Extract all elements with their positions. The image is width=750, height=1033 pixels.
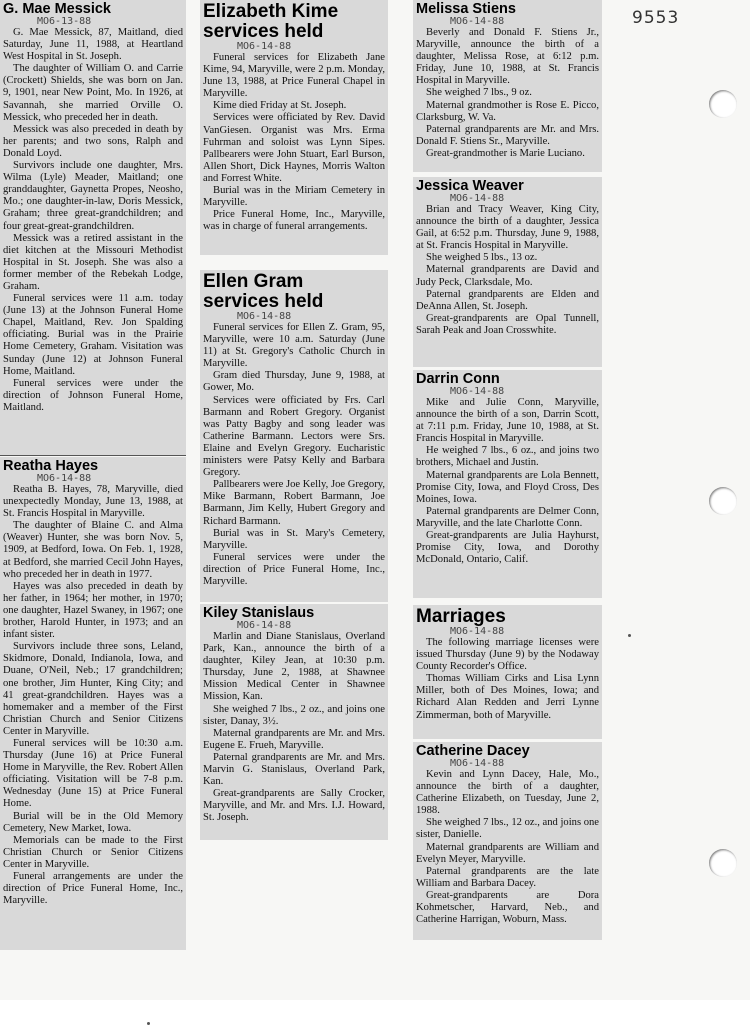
clipping-paragraph: Maternal grandparents are Mr. and Mrs. Eugene E. Frueh, Maryville. — [203, 727, 385, 751]
clipping-paragraph: Funeral arrangements are under the direction of Price Funeral Home, Inc., Maryville. — [3, 871, 183, 907]
clipping-date-stamp: MO6-14-88 — [237, 41, 292, 52]
clipping-headline: Kiley Stanislaus — [203, 605, 315, 621]
clipping-messick-obituary — [0, 0, 186, 455]
clipping-headline: Melissa Stiens — [416, 1, 516, 17]
binder-hole — [709, 849, 737, 877]
clipping-paragraph: Paternal grandparents are Mr. and Mrs. Marvin G. Stanislaus, Overland Park, Kan. — [203, 751, 385, 788]
clipping-paragraph: Maternal grandparents are Lola Bennett, Promise City, Iowa, and Floyd Cross, Des Moines, Iowa. — [416, 469, 599, 505]
clipping-paragraph: The daughter of William O. and Carrie (Crockett) Shields, she was born on Jan. 9, 1901, near New Point, Mo. In 1926, at Savannah, she married Orville O. Messick, who preceded her in death. — [3, 63, 183, 123]
clipping-paragraph: Funeral services for Ellen Z. Gram, 95, Maryville, were 10 a.m. Saturday (June 11) at St. Gregory's Catholic Church in Maryville. — [203, 322, 385, 370]
clipping-paragraph: Gram died Thursday, June 9, 1988, at Gower, Mo. — [203, 370, 385, 394]
clipping-date-stamp: MO6-14-88 — [237, 620, 292, 631]
clipping-gram-obituary — [200, 270, 388, 602]
clipping-paragraph: Price Funeral Home, Inc., Maryville, was in charge of funeral arrangements. — [203, 209, 385, 233]
scan-speck — [628, 634, 631, 637]
clipping-paragraph: Funeral services for Elizabeth Jane Kime, 94, Maryville, were 2 p.m. Monday, June 13, 1988, at Price Funeral Chapel in Maryville. — [203, 52, 385, 100]
clipping-paragraph: Services were officiated by Rev. David VanGiesen. Organist was Mrs. Erma Fuhrman and soloist was Lynn Sipes. Pallbearers were John Stuart, Earl Burson, Allen Short, Dick Haynes, Morris Walton and Forrest White. — [203, 112, 385, 184]
clipping-headline: Elizabeth Kime — [203, 1, 339, 22]
clipping-paragraph: Maternal grandparents are William and Evelyn Meyer, Maryville. — [416, 841, 599, 865]
clipping-paragraph: Great-grandparents are Julia Hayhurst, Promise City, Iowa, and Dorothy McDonald, Ontario, Calif. — [416, 530, 599, 566]
clipping-date-stamp: MO6-14-88 — [37, 473, 92, 484]
clipping-stiens-birth — [413, 0, 602, 172]
clipping-paragraph: Hayes was also preceded in death by her father, in 1964; her mother, in 1970; one daughter, Hazel Swaney, in 1967; one brother, Harold Hunter, in 1973; and an infant sister. — [3, 580, 183, 641]
clipping-kime-obituary — [200, 0, 388, 255]
clipping-paragraph: She weighed 7 lbs., 9 oz. — [426, 87, 532, 99]
clipping-date-stamp: MO6-14-88 — [237, 311, 292, 322]
clipping-hayes-obituary — [0, 457, 186, 950]
clipping-paragraph: The daughter of Blaine C. and Alma (Weaver) Hunter, she was born Nov. 5, 1909, at Bedford, Iowa. On Feb. 1, 1928, at Bedford, she married Cecil John Hayes, who preceded her in death in 1977. — [3, 520, 183, 580]
clipping-headline: Marriages — [416, 606, 506, 627]
clipping-stanislaus-birth — [200, 604, 388, 840]
clipping-paragraph: Burial will be in the Old Memory Cemetery, New Market, Iowa. — [3, 810, 183, 834]
clipping-paragraph: Brian and Tracy Weaver, King City, announce the birth of a daughter, Jessica Gail, at 6:52 p.m. Thursday, June 9, 1988, at St. Francis Hospital in Maryville. — [416, 204, 599, 252]
clipping-date-stamp: MO6-14-88 — [450, 386, 505, 397]
clipping-paragraph: Memorials can be made to the First Christian Church or Senior Citizens Center in Maryville. — [3, 834, 183, 870]
clipping-paragraph: Maternal grandmother is Rose E. Picco, Clarksburg, W. Va. — [416, 99, 599, 123]
clipping-paragraph: Services were officiated by Frs. Carl Barmann and Robert Gregory. Organist was Patty Bagby and song leader was Catherine Barmann. Lectors were Srs. Elaine and Evelyn Gregory. Eucharistic ministers were Patsy Kelly and Barbara Gregory. — [203, 394, 385, 479]
clipping-paragraph: Marlin and Diane Stanislaus, Overland Park, Kan., announce the birth of a daughter, Kiley Jean, at 10:30 p.m. Thursday, June 2, 1988, at Shawnee Mission Medical Center in Shawnee Mission, Kan. — [203, 631, 385, 703]
clipping-paragraph: Maternal grandparents are David and Judy Peck, Clarksdale, Mo. — [416, 264, 599, 288]
clipping-paragraph: Great-grandparents are Opal Tunnell, Sarah Peak and Joan Crosswhite. — [416, 312, 599, 336]
clipping-paragraph: Funeral services will be 10:30 a.m. Thursday (June 16) at Price Funeral Home in Maryville, the Rev. Robert Allen officiating. Visitation will be 7-8 p.m. Wednesday (June 15) at Price Funeral Home. — [3, 737, 183, 810]
clipping-paragraph: G. Mae Messick, 87, Maitland, died Saturday, June 11, 1988, at Heartland West Hospital in St. Joseph. — [3, 27, 183, 63]
clipping-headline: services held — [203, 291, 324, 312]
clipping-paragraph: Funeral services were under the direction of Johnson Funeral Home, Maitland. — [3, 377, 183, 413]
clipping-paragraph: She weighed 7 lbs., 12 oz., and joins one sister, Danielle. — [416, 817, 600, 841]
clipping-paragraph: Mike and Julie Conn, Maryville, announce the birth of a son, Darrin Scott, at 7:11 p.m. Friday, June 10, 1988, at St. Francis Hospital in Maryville. — [416, 397, 599, 445]
clipping-paragraph: Great-grandparents are Sally Crocker, Maryville, and Mr. and Mrs. I.J. Howard, St. Joseph. — [203, 788, 385, 824]
clipping-paragraph: Great-grandmother is Marie Luciano. — [426, 147, 585, 159]
clipping-paragraph: Great-grandparents are Dora Kohmetscher, Harvard, Neb., and Catherine Harrigan, Woburn, Mass. — [416, 889, 599, 926]
clipping-paragraph: Paternal grandparents are Elden and DeAnna Allen, St. Joseph. — [416, 288, 599, 312]
clipping-paragraph: Paternal grandparents are Delmer Conn, Maryville, and the late Charlotte Conn. — [416, 505, 599, 529]
clipping-headline: services held — [203, 21, 324, 42]
clipping-date-stamp: MO6-14-88 — [450, 193, 505, 204]
clipping-paragraph: Funeral services were under the direction of Price Funeral Home, Inc., Maryville. — [203, 551, 385, 587]
clipping-paragraph: Burial was in St. Mary's Cemetery, Maryville. — [203, 527, 385, 551]
clipping-weaver-birth — [413, 177, 602, 367]
clipping-headline: Ellen Gram — [203, 271, 304, 292]
clipping-date-stamp: MO6-14-88 — [450, 626, 505, 637]
clipping-paragraph: Beverly and Donald F. Stiens Jr., Maryville, announce the birth of a daughter, Melissa Rose, at 6:12 p.m. Friday, June 10, 1988, at St. Francis Hospital in Maryville. — [416, 27, 599, 87]
clipping-paragraph: Survivors include three sons, Leland, Skidmore, Donald, Indianola, Iowa, and Duane, O'Neil, Neb.; 17 grandchildren; one brother, Jim Hunter, King City; and 41 great-grandchildren. Hayes was a homemaker and a member of the First Christian Church and Senior Citizens Center in Maryville. — [3, 641, 183, 737]
clipping-paragraph: Kime died Friday at St. Joseph. — [213, 100, 347, 112]
binder-hole — [709, 487, 737, 515]
clipping-date-stamp: MO6-14-88 — [450, 758, 505, 769]
clipping-paragraph: Messick was also preceded in death by her parents; and two sons, Ralph and Donald Loyd. — [3, 123, 183, 159]
clipping-headline: Catherine Dacey — [416, 743, 530, 759]
clipping-dacey-birth — [413, 742, 602, 940]
clipping-paragraph: Paternal grandparents are the late William and Barbara Dacey. — [416, 865, 599, 889]
clipping-conn-birth — [413, 370, 602, 598]
clipping-paragraph: He weighed 7 lbs., 6 oz., and joins two brothers, Michael and Justin. — [416, 445, 599, 469]
clipping-paragraph: She weighed 5 lbs., 13 oz. — [426, 252, 538, 264]
clipping-paragraph: Messick was a retired assistant in the diet kitchen at the Missouri Methodist Hospital in St. Joseph. She was also a former member of the Rebekah Lodge, Graham. — [3, 232, 183, 292]
clipping-date-stamp: MO6-14-88 — [450, 16, 505, 27]
clipping-paragraph: Survivors include one daughter, Mrs. Wilma (Lyle) Meader, Maitland; one granddaughter, Gaynetta Propes, Neosho, Mo.; one daughter-in-law, Doris Messick, Graham; three great-grandchildren; and four great-great-grandchildren. — [3, 160, 183, 232]
clipping-cut-line — [0, 455, 186, 456]
clipping-date-stamp: MO6-13-88 — [37, 16, 92, 27]
clipping-paragraph: Burial was in the Miriam Cemetery in Maryville. — [203, 185, 385, 209]
clipping-marriages — [413, 605, 602, 739]
clipping-headline: Jessica Weaver — [416, 178, 524, 194]
clipping-paragraph: Paternal grandparents are Mr. and Mrs. Donald F. Stiens Sr., Maryville. — [416, 123, 599, 147]
clipping-headline: Reatha Hayes — [3, 458, 99, 474]
clipping-paragraph: Pallbearers were Joe Kelly, Joe Gregory, Mike Barmann, Robert Barmann, Joe Barmann, Jim Kelly, Hubert Gregory and Richard Barmann. — [203, 479, 385, 527]
clipping-paragraph: Reatha B. Hayes, 78, Maryville, died unexpectedly Monday, June 13, 1988, at St. Francis Hospital in Maryville. — [3, 484, 183, 520]
clipping-paragraph: She weighed 7 lbs., 2 oz., and joins one sister, Danay, 3½. — [203, 703, 385, 727]
scan-speck — [147, 1022, 150, 1025]
clipping-headline: Darrin Conn — [416, 371, 500, 387]
binder-hole — [709, 90, 737, 118]
clipping-paragraph: Kevin and Lynn Dacey, Hale, Mo., announce the birth of a daughter, Catherine Elizabeth, on Tuesday, June 2, 1988. — [416, 769, 599, 817]
clipping-headline: G. Mae Messick — [3, 1, 111, 17]
clipping-paragraph: The following marriage licenses were issued Thursday (June 9) by the Nodaway County Recorder's Office. — [416, 637, 599, 673]
handwritten-page-number: 9553 — [632, 8, 680, 28]
clipping-paragraph: Funeral services were 11 a.m. today (June 13) at the Johnson Funeral Home Chapel, Maitland, Rev. Jon Spalding officiating. Burial was in the Prairie Home Cemetery, Graham. Visitation was Sunday (June 12) at Johnson Funeral Home, Maitland. — [3, 293, 183, 377]
clipping-paragraph: Thomas William Cirks and Lisa Lynn Miller, both of Des Moines, Iowa; and Richard Alan Redden and Jerri Lynne Zimmerman, both of Maryville. — [416, 673, 599, 721]
